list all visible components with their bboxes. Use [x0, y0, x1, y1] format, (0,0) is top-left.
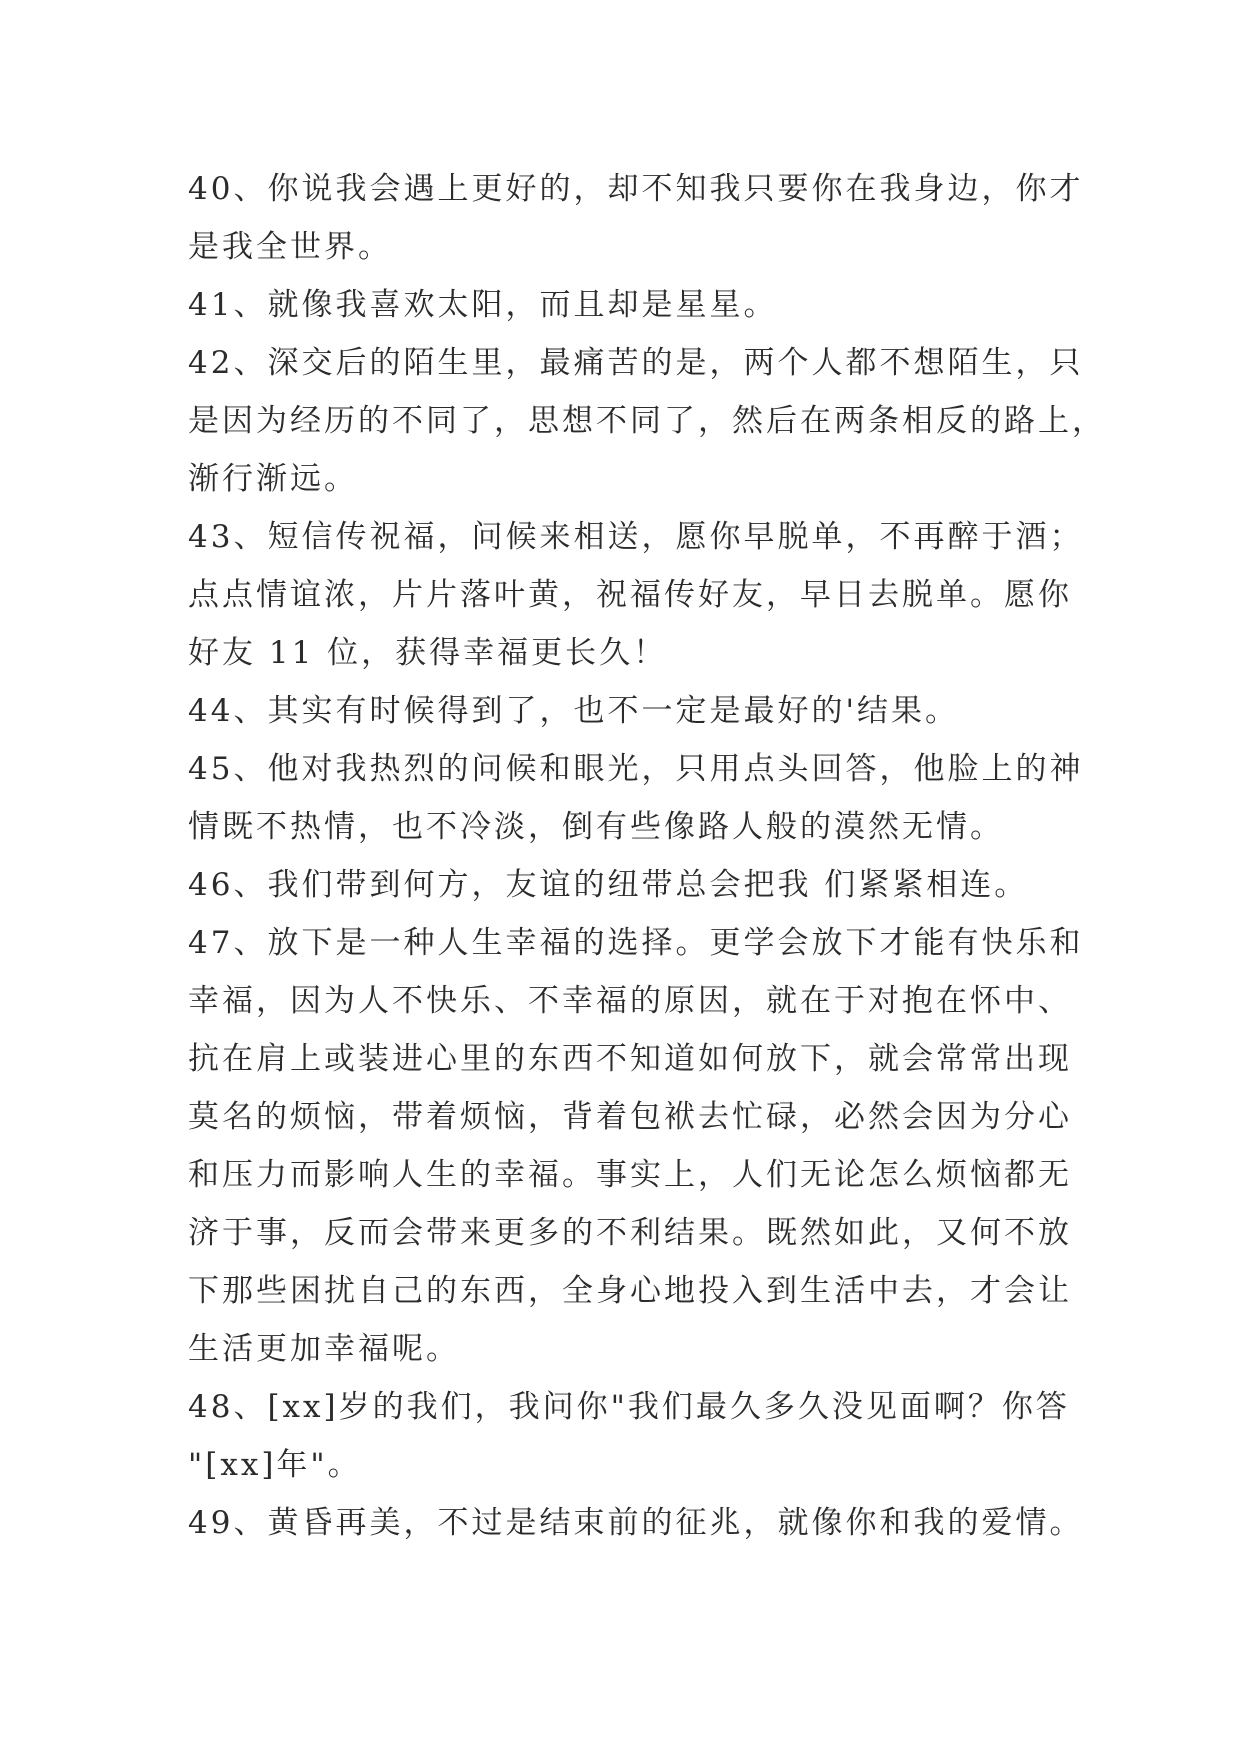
text-line: 幸福，因为人不快乐、不幸福的原因，就在于对抱在怀中、: [188, 983, 1072, 1019]
text-line: 是我全世界。: [188, 229, 392, 265]
text-line: 点点情谊浓，片片落叶黄，祝福传好友，早日去脱单。愿你: [188, 577, 1072, 613]
text-line: 和压力而影响人生的幸福。事实上，人们无论怎么烦恼都无: [188, 1157, 1072, 1193]
text-line: 下那些困扰自己的东西，全身心地投入到生活中去，才会让: [188, 1273, 1072, 1309]
text-line: 40、你说我会遇上更好的，却不知我只要你在我身边，你才: [188, 171, 1084, 207]
text-line: 渐行渐远。: [188, 461, 358, 497]
text-line: 47、放下是一种人生幸福的选择。更学会放下才能有快乐和: [188, 925, 1084, 961]
text-line: 济于事，反而会带来更多的不利结果。既然如此，又何不放: [188, 1215, 1072, 1251]
text-line: 情既不热情，也不冷淡，倒有些像路人般的漠然无情。: [188, 809, 1004, 845]
text-line: 44、其实有时候得到了，也不一定是最好的'结果。: [188, 693, 959, 729]
text-line: 49、黄昏再美，不过是结束前的征兆，就像你和我的爱情。: [188, 1505, 1084, 1541]
text-line: 43、短信传祝福，问候来相送，愿你早脱单，不再醉于酒；: [188, 519, 1084, 555]
text-line: 生活更加幸福呢。: [188, 1331, 460, 1367]
text-line: 莫名的烦恼，带着烦恼，背着包袱去忙碌，必然会因为分心: [188, 1099, 1072, 1135]
text-line: 48、[xx]岁的我们，我问你"我们最久多久没见面啊？你答: [188, 1389, 1070, 1425]
text-line: 45、他对我热烈的问候和眼光，只用点头回答，他脸上的神: [188, 751, 1084, 787]
text-line: 41、就像我喜欢太阳，而且却是星星。: [188, 287, 778, 323]
text-line: 42、深交后的陌生里，最痛苦的是，两个人都不想陌生，只: [188, 345, 1084, 381]
text-line: "[xx]年"。: [188, 1447, 362, 1483]
text-line: 好友 11 位，获得幸福更长久！: [188, 635, 668, 671]
document-body: [188, 160, 1106, 1552]
text-line: 抗在肩上或装进心里的东西不知道如何放下，就会常常出现: [188, 1041, 1072, 1077]
text-line: 46、我们带到何方，友谊的纽带总会把我 们紧紧相连。: [188, 867, 1029, 903]
text-line: 是因为经历的不同了，思想不同了，然后在两条相反的路上，: [188, 403, 1106, 439]
